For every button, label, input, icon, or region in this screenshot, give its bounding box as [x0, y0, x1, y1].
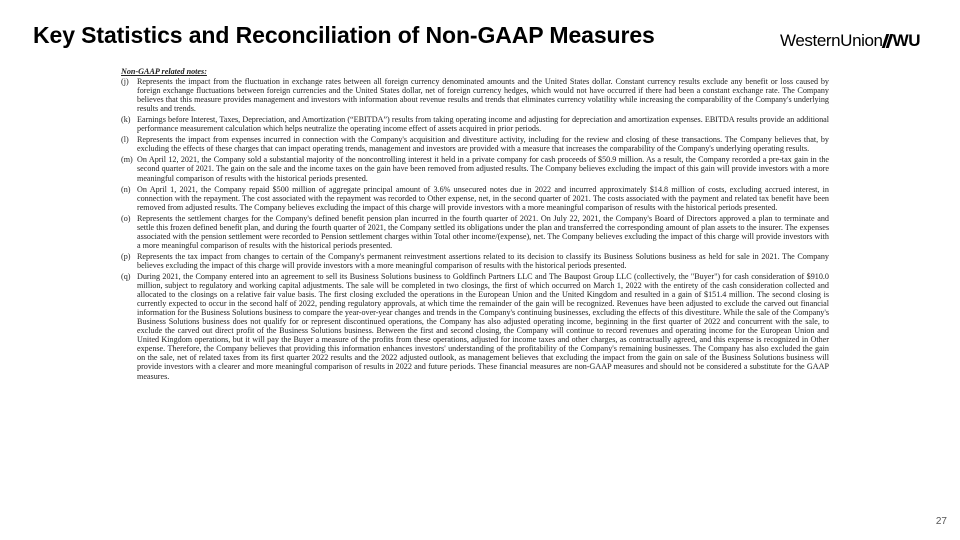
note-text: Represents the impact from expenses incurred in connection with the Company's acquisition and divestiture activity, including for the review and closing of these transactions. The Company believes that, by excluding the effects of these charges that can impact operating trends, management and investors are provided with a measure that increases the comparability of the Company's underlying operating results.: [137, 135, 829, 154]
logo-bars-icon: [884, 34, 892, 48]
note-text: Represents the tax impact from changes to certain of the Company's permanent reinvestment assertions related to its decision to classify its Business Solutions business as held for sale in 2021. The Company believes excluding the impact of this charge will provide investors with a more meaningful comparison of results with the historical periods presented.: [137, 251, 829, 270]
non-gaap-notes: [121, 67, 829, 383]
slide-title: Key Statistics and Reconciliation of Non-GAAP Measures: [33, 22, 655, 48]
note-m: [121, 155, 829, 182]
note-p: [121, 252, 829, 270]
note-text: On April 12, 2021, the Company sold a substantial majority of the noncontrolling interest it held in a private company for cash proceeds of $50.9 million. As a result, the Company recorded a pre-tax gain in the second quarter of 2021. The gain on the sale and the income taxes on the gain have been removed from adjusted results. The Company believes excluding the impact of this gain will provide investors with a more meaningful comparison of results with the historical periods presented.: [137, 155, 829, 183]
note-text: On April 1, 2021, the Company repaid $500 million of aggregate principal amount of 3.6% unsecured notes due in 2022 and incurred approximately $14.8 million of costs, excluding accrued interest, in connection with the repayment. The cost associated with the repayment was recorded to Other expense, net, in the second quarter of 2021. The costs associated with the payment and related tax benefit have been removed from adjusted results. The Company believes excluding the impact of this charge will provide investors with a more meaningful comparison of results with the historical periods presented.: [137, 184, 829, 212]
note-text: During 2021, the Company entered into an agreement to sell its Business Solutions business to Goldfinch Partners LLC and The Baupost Group LLC (collectively, the "Buyer") for cash consideration of $910.0 million, subject to regulatory and working capital adjustments. The sale will be completed in two closings, the first of which occurred on March 1, 2022 with the entirety of the cash consideration collected and allocated to the closings on a relative fair value basis. The first closing excluded the operations in the European Union and the United Kingdom and resulted in a gain of $151.4 million. The second closing is currently expected to occur in the second half of 2022, pending regulatory approvals, at which time the remainder of the gain will be recognized. Revenues have been adjusted to exclude the carved out financial information for the Business Solutions business to compare the year-over-year changes and trends in the Company's continuing businesses, excluding the effects of this divestiture. While the sale of the Company's Business Solutions business does not qualify for or represent discontinued operations, the Company has also adjusted operating income, beginning in the first quarter of 2022 and concurrent with the sale, to exclude the carved out direct profit of the Business Solutions business. Between the first and second closing, the Company will continue to record revenues and operating income for the European Union and United Kingdom operations, but it will pay the Buyer a measure of the profits from these operations, adjusted for income taxes and other charges, as contractually agreed, and this expense is recognized in Other expense. Therefore, the Company believes that providing this information enhances investors' understanding of the profitability of the Company's remaining businesses. The Company has also excluded the gain on the sale, net of related taxes from its first quarter 2022 results and the 2022 adjusted outlook, as management believes that excluding the impact from the gain on sale of the Business Solutions business will provide investors with a clearer and more meaningful comparison of results in 2022 and future periods. These financial measures are non-GAAP measures and should not be considered a substitute for the GAAP measures.: [137, 271, 829, 381]
note-o: [121, 214, 829, 250]
page-number: 27: [935, 516, 947, 527]
note-id: (l): [121, 135, 129, 145]
notes-heading: Non-GAAP related notes:: [121, 67, 207, 76]
note-id: (o): [121, 213, 131, 223]
logo-suffix: WU: [892, 31, 921, 50]
western-union-logo: [780, 30, 920, 52]
note-id: (n): [121, 184, 131, 194]
note-text: Represents the settlement charges for the Company's defined benefit pension plan incurred in the fourth quarter of 2021. On July 22, 2021, the Company's Board of Directors approved a plan to terminate and settle this frozen defined benefit plan, and during the fourth quarter of 2021, the Company settled its obligations under the plan and transferred the corresponding amount of plan assets to the insurer. The expenses associated with the pension settlement were recorded to Pension settlement charges within Total other income/(expense), net. The Company believes excluding the impact of this charge will provide investors with a more meaningful comparison of results with the historical periods presented.: [137, 213, 829, 250]
note-l: [121, 135, 829, 153]
logo-wordmark: WesternUnion: [780, 31, 883, 50]
note-text: Earnings before Interest, Taxes, Depreciation, and Amortization (“EBITDA”) results from taking operating income and adjusting for depreciation and amortization expenses. EBITDA results provide an additional performance measurement calculation which helps neutralize the operating income effect of assets acquired in prior periods.: [137, 115, 829, 134]
note-j: [121, 77, 829, 113]
note-id: (k): [121, 115, 131, 125]
note-id: (j): [121, 77, 129, 87]
note-id: (q): [121, 271, 131, 281]
note-text: Represents the impact from the fluctuation in exchange rates between all foreign currency denominated amounts and the United States dollar. Constant currency results exclude any benefit or loss caused by foreign exchange fluctuations between foreign currencies and the United States dollar, net of foreign currency hedges, which would not have occurred if there had been a constant exchange rate. The Company believes that this measure provides management and investors with information about revenue results and trends that eliminates currency volatility while increasing the comparability of the Company's underlying results and trends.: [137, 77, 829, 114]
note-n: [121, 185, 829, 212]
note-id: (p): [121, 251, 131, 261]
note-id: (m): [121, 155, 133, 165]
note-k: [121, 115, 829, 133]
note-q: [121, 272, 829, 381]
